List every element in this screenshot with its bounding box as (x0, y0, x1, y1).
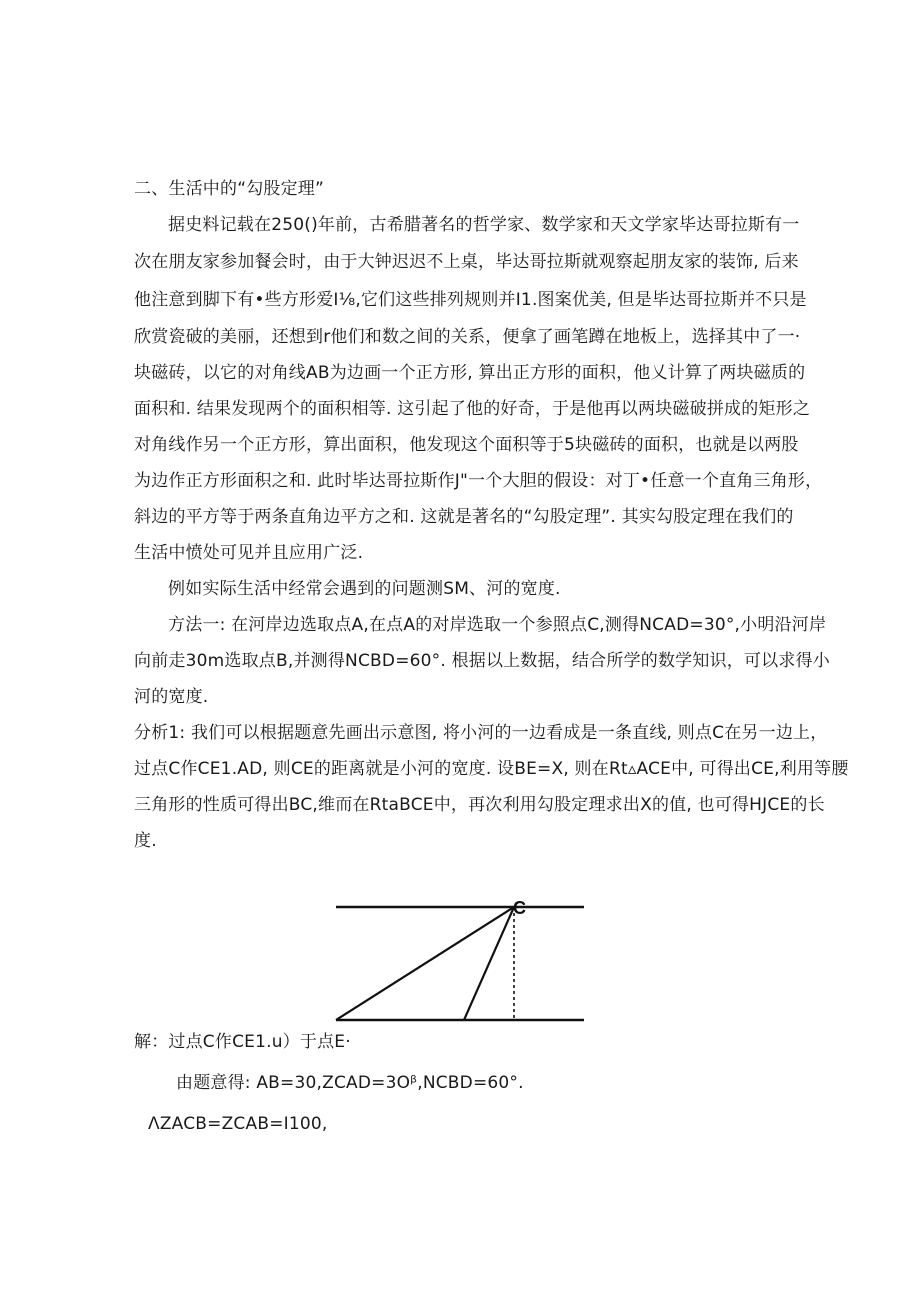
conclusion-line: ΛZACB=ZCAB=I100, (148, 1114, 328, 1134)
paragraph1-line-2: 次在朋友家参加餐会时，由于大钟迟迟不上桌，毕达哥拉斯就观察起朋友家的装饰, 后来 (134, 252, 799, 272)
paragraph1-line-4: 欣赏瓷破的美丽，还想到r他们和数之间的关系，便拿了画笔蹲在地板上，选择其中了一· (134, 327, 801, 347)
paragraph1-line-7: 对角线作另一个正方形，算出面积，他发现这个面积等于5块磁砖的面积，也就是以两股 (134, 435, 799, 455)
paragraph1-line-3: 他注意到脚下有•些方形爱I⅛,它们这些排列规则并I1.图案优美, 但是毕达哥拉斯并不只是 (134, 290, 807, 310)
method1-line-3: 河的宽度. (134, 687, 209, 707)
segment-ac (336, 907, 514, 1020)
method1-line-1: 方法一: 在河岸边选取点A,在点A的对岸选取一个参照点C,测得NCAD=30°,小明沿河岸 (168, 615, 827, 635)
analysis-line-2: 过点C作CE1.AD, 则CE的距离就是小河的宽度. 设BE=X, 则在Rt▵ACE中, 可得出CE,利用等腰 (134, 759, 849, 779)
paragraph2: 例如实际生活中经常会遇到的问题测SM、河的宽度. (168, 579, 561, 599)
analysis-line-1: 分析1: 我们可以根据题意先画出示意图, 将小河的一边看成是一条直线, 则点C在另一边上， (134, 723, 828, 743)
section-heading: 二、生活中的“勾股定理” (134, 179, 325, 199)
point-c-label: C (513, 898, 526, 918)
given-line: 由题意得: AB=30,ZCAD=3Oᵝ,NCBD=60°. (176, 1073, 524, 1093)
river-diagram (330, 890, 590, 1030)
paragraph1-line-1: 据史料记载在250()年前，古希腊著名的哲学家、数学家和天文学家毕达哥拉斯有一 (168, 215, 800, 235)
paragraph1-line-5: 块磁砖，以它的对角线AB为边画一个正方形, 算出正方形的面积，他乂计算了两块磁质的 (134, 363, 806, 383)
paragraph1-line-6: 面积和. 结果发现两个的面积相等. 这引起了他的好奇，于是他再以两块磁破拼成的矩形之 (134, 399, 811, 419)
method1-line-2: 向前走30m选取点B,并测得NCBD=60°. 根据以上数据，结合所学的数学知识，可以求得小 (134, 651, 830, 671)
analysis-line-4: 度. (134, 831, 157, 851)
analysis-line-3: 三角形的性质可得出BC,维而在RtaBCE中，再次利用勾股定理求出X的值, 也可得HJCE的长 (134, 795, 825, 815)
paragraph1-line-9: 斜边的平方等于两条直角边平方之和. 这就是著名的“勾股定理”. 其实勾股定理在我们的 (134, 507, 794, 527)
paragraph1-line-10: 生活中愤处可见并且应用广泛. (134, 543, 364, 563)
paragraph1-line-8: 为边作正方形面积之和. 此时毕达哥拉斯作J"一个大胆的假设：对丁•任意一个直角三角形， (134, 471, 823, 491)
solution-line: 解：过点C作CE1.u）于点E· (134, 1032, 351, 1052)
